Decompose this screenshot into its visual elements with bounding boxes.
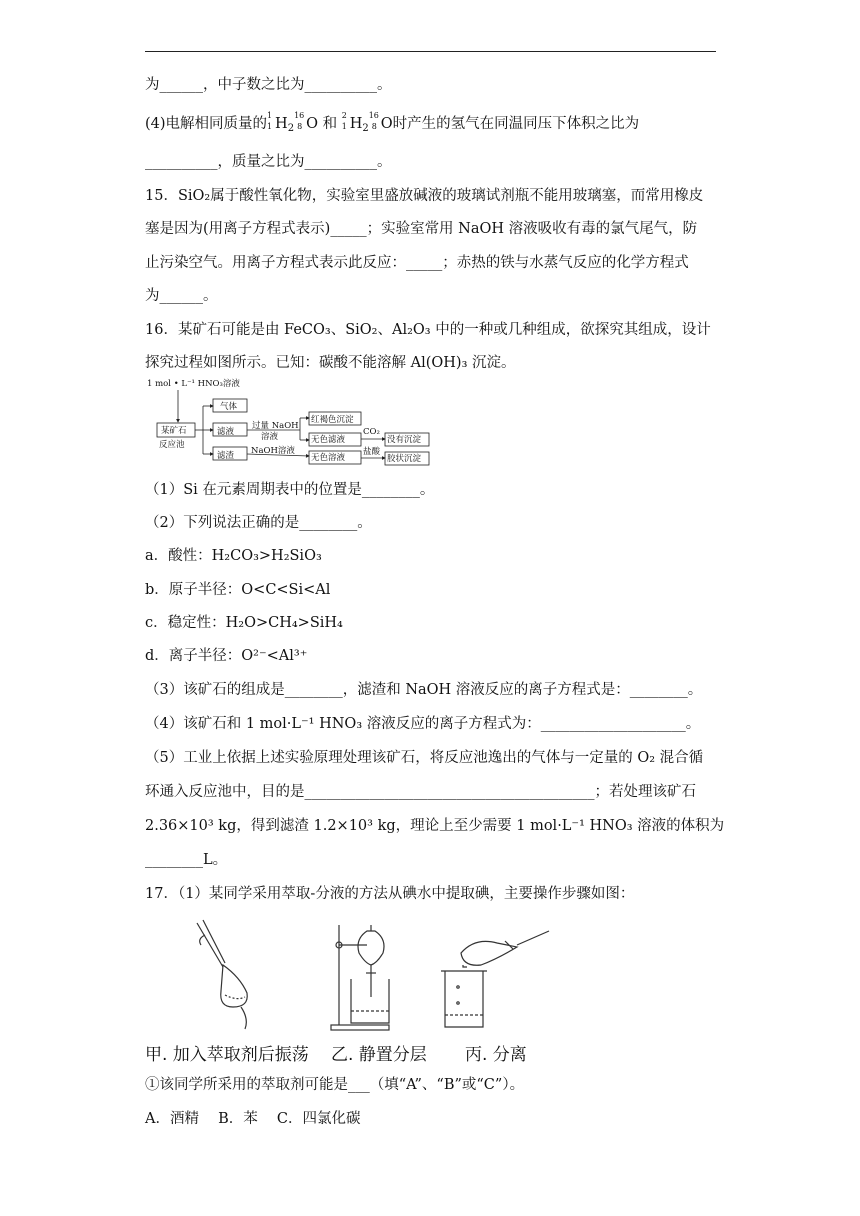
q16-part4: （4）该矿石和 1 mol·L⁻¹ HNO₃ 溶液反应的离子方程式为：____________________。 [145,716,701,732]
co2-label: CO₂ [363,427,380,437]
q17-line1: 17．（1）某同学采用萃取-分液的方法从碘水中提取碘，主要操作步骤如图： [145,886,635,902]
q16-part5-line2: 环通入反应池中，目的是________________________________________；若处理该矿石 [145,784,696,800]
ore-label: 某矿石 [161,426,187,436]
excess-naoh-label-2: 溶液 [261,432,279,442]
gel-ppt-label: 胶状沉淀 [387,454,422,464]
top-rule [145,51,716,52]
separatory-funnel-stand [331,925,389,1030]
q16-line2: 探究过程如图所示。已知：碳酸不能溶解 Al(OH)₃ 沉淀。 [145,355,516,371]
q14-line1: 为______，中子数之比为__________。 [145,77,392,93]
q16-part5-line3: 2.36×10³ kg，得到滤渣 1.2×10³ kg，理论上至少需要 1 mol·L⁻¹ HNO₃ 溶液的体积为 [145,818,725,834]
caption-settle: 乙. 静置分层 [331,1045,427,1065]
option-b: b．原子半径：O<C<Si<Al [145,582,331,598]
q16-part3: （3）该矿石的组成是________，滤渣和 NaOH 溶液反应的离子方程式是：________。 [145,682,703,698]
caption-shake: 甲. 加入萃取剂后振荡 [145,1045,309,1065]
naoh-label: NaOH溶液 [251,446,295,456]
excess-naoh-label: 过量 NaOH [252,421,299,431]
option-d: d．离子半径：O²⁻<Al³⁺ [145,648,308,664]
q16-part5-line4: ________L。 [145,852,228,868]
hcl-label: 盐酸 [363,447,381,457]
no-ppt-label: 没有沉淀 [387,435,422,445]
q16-part2: （2）下列说法正确的是________。 [145,515,372,531]
caption-separate: 丙. 分离 [465,1045,527,1065]
q14-line3: __________，质量之比为__________。 [145,154,392,170]
separation-drawing [441,931,549,1027]
q16-part5-line1: （5）工业上依据上述实验原理处理该矿石，将反应池逸出的气体与一定量的 O₂ 混合循 [145,750,704,766]
residue-label: 滤渣 [217,451,235,461]
q17-question1: ①该同学所采用的萃取剂可能是___（填“A”、“B”或“C”）。 [145,1077,525,1093]
q15-line4: 为______。 [145,288,218,304]
gas-label: 气体 [220,402,238,412]
red-brown-ppt: 红褐色沉淀 [311,415,354,425]
colorless-solution: 无色溶液 [311,453,346,463]
q16-part1: （1）Si 在元素周期表中的位置是________。 [145,482,435,498]
shaking-funnel-drawing [197,920,247,1029]
q15-line1: 15．SiO₂属于酸性氧化物，实验室里盛放碱液的玻璃试剂瓶不能用玻璃塞，而常用橡皮 [145,188,704,204]
q16-line1: 16．某矿石可能是由 FeCO₃、SiO₂、Al₂O₃ 中的一种或几种组成，欲探究其组成，设计 [145,322,711,338]
colorless-filtrate: 无色滤液 [311,435,346,445]
option-a: a．酸性：H₂CO₃>H₂SiO₃ [145,548,322,564]
q17-options: A．酒精 B．苯 C．四氯化碳 [145,1111,361,1127]
apparatus-illustration [145,915,565,1035]
q15-line3: 止污染空气。用离子方程式表示此反应：_____；赤热的铁与水蒸气反应的化学方程式 [145,255,689,271]
isotope-label: 1 1 [267,111,273,131]
flow-chart [145,378,445,468]
filtrate-label: 滤液 [217,427,235,437]
q15-line2: 塞是因为(用离子方程式表示)_____；实验室常用 NaOH 溶液吸收有毒的氯气尾气，防 [145,221,698,237]
reagent-label: 1 mol • L⁻¹ HNO₃溶液 [147,379,240,389]
option-c: c．稳定性：H₂O>CH₄>SiH₄ [145,615,343,631]
q14-part4: (4)电解相同质量的 1 1 $H_2$ 16 8 O 和 2 1 $H_2$ 16 8 O时产生的氢气在同温同压下体积之比为 [145,111,640,134]
pool-label: 反应池 [159,440,185,450]
